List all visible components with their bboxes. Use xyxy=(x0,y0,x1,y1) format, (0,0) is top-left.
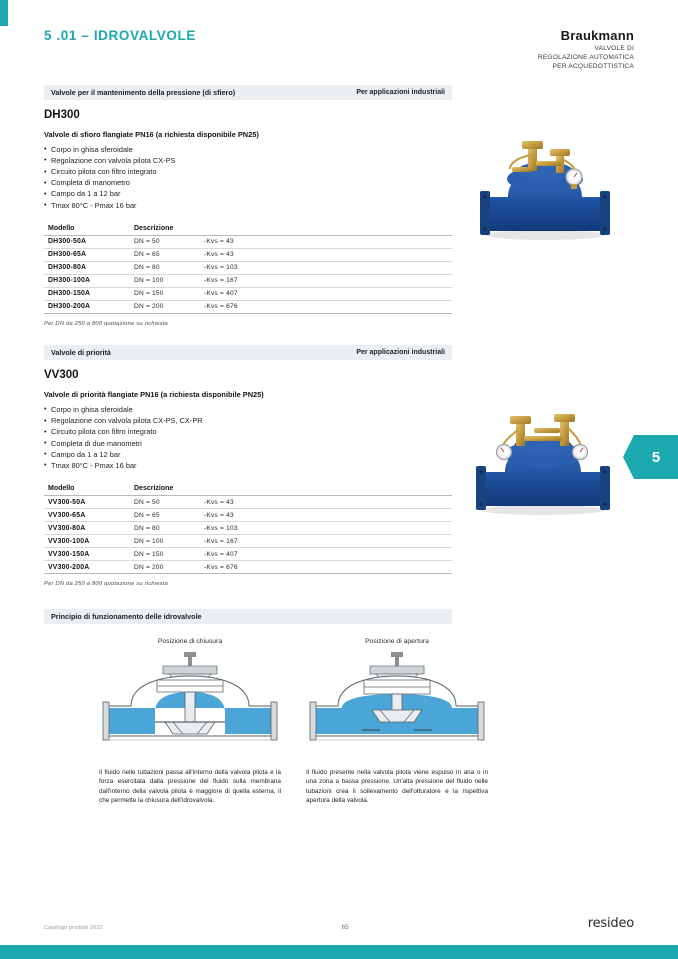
valve-cross-section-open xyxy=(306,650,488,760)
column-header-kvs xyxy=(200,483,452,496)
section-bar-label: Valvole per il mantenimento della pressione (di sfiero) xyxy=(51,87,236,97)
cell-dn: DN = 80 xyxy=(130,522,200,535)
cell-kvs: -Kvs = 676 xyxy=(200,300,452,313)
cell-kvs: -Kvs = 43 xyxy=(200,496,452,509)
cell-kvs: -Kvs = 103 xyxy=(200,522,452,535)
table-row xyxy=(44,287,452,300)
table-row xyxy=(44,509,452,522)
diagram-description: Il fluido presente nella valvola pilota viene espulso in aria o in una zona a bassa pressione. Un'alta pressione del fluido nelle tubazioni crea il sollevamento dell'otturatore e la rispettiva apertura della valvola. xyxy=(306,769,488,804)
cell-dn: DN = 200 xyxy=(130,300,200,313)
list-item: • Corpo in ghisa sferoidale xyxy=(44,404,634,415)
model-table-dh300 xyxy=(44,223,452,314)
cell-kvs: -Kvs = 43 xyxy=(200,235,452,248)
table-note-vv300: Per DN da 250 a 800 quotazione su richiesta xyxy=(44,581,168,588)
cell-model: VV300-50A xyxy=(44,496,130,509)
cell-kvs: -Kvs = 43 xyxy=(200,509,452,522)
brand-subtitle-line-3: PER ACQUEDOTTISTICA xyxy=(552,62,634,70)
column-header-descrizione: Descrizione xyxy=(130,483,200,496)
cell-kvs: -Kvs = 103 xyxy=(200,261,452,274)
diagram-description: Il fluido nelle tubazioni passa all'interno della valvola pilota e la forza esercitata dalla pressione del fluido sulla membrana dall'interno della valvola pilota è maggiore di quella esterna, il che permette la chiusura dell'idrovalvola. xyxy=(99,769,281,804)
table-row xyxy=(44,248,452,261)
valve-cross-section-closed xyxy=(99,650,281,760)
cell-model: VV300-65A xyxy=(44,509,130,522)
list-item: • Circuito pilota con filtro integrato xyxy=(44,166,634,177)
cell-dn: DN = 50 xyxy=(130,235,200,248)
section-bar-vv300 xyxy=(44,345,452,360)
product-code-dh300: DH300 xyxy=(44,108,80,121)
table-row xyxy=(44,522,452,535)
product-description-dh300: Valvole di sfioro flangiate PN16 (a richiesta disponibile PN25) xyxy=(44,129,259,139)
chapter-tab-number: 5 xyxy=(651,448,661,466)
cell-model: DH300-65A xyxy=(44,248,130,261)
column-header-modello: Modello xyxy=(44,223,130,236)
model-table-vv300 xyxy=(44,483,452,574)
section-bar-label: Principio di funzionamento delle idrovalvole xyxy=(51,612,202,622)
principle-diagrams xyxy=(99,638,634,805)
diagram-caption: Posizione di chiusura xyxy=(157,638,223,646)
cell-dn: DN = 65 xyxy=(130,509,200,522)
cell-model: VV300-100A xyxy=(44,535,130,548)
cell-dn: DN = 65 xyxy=(130,248,200,261)
section-bar-label: Valvole di priorità xyxy=(51,347,111,357)
cell-model: DH300-100A xyxy=(44,274,130,287)
cell-dn: DN = 80 xyxy=(130,261,200,274)
diagram-open-position xyxy=(306,638,488,805)
table-row xyxy=(44,535,452,548)
diagram-closed-position xyxy=(99,638,281,805)
cell-model: DH300-150A xyxy=(44,287,130,300)
list-item: • Campo da 1 a 12 bar xyxy=(44,188,634,199)
brand-subtitle-line-2: REGOLAZIONE AUTOMATICA xyxy=(537,53,634,61)
list-item: • Tmax 80°C - Pmax 16 bar xyxy=(44,460,634,471)
brand-block xyxy=(538,28,634,72)
page-footer xyxy=(44,916,634,931)
section-bar-application: Per applicazioni industriali xyxy=(356,348,445,356)
table-row xyxy=(44,300,452,313)
footer-catalog-label: Catalogo prodotti 2022 xyxy=(44,925,103,931)
cell-model: DH300-50A xyxy=(44,235,130,248)
list-item: • Tmax 80°C - Pmax 16 bar xyxy=(44,200,634,211)
page-number: 65 xyxy=(341,924,349,931)
page-header xyxy=(44,28,634,72)
table-row xyxy=(44,274,452,287)
cell-dn: DN = 200 xyxy=(130,561,200,574)
diagram-caption: Posizione di apertura xyxy=(365,638,429,646)
page-title: 5 .01 – IDROVALVOLE xyxy=(44,28,196,43)
cell-model: DH300-200A xyxy=(44,300,130,313)
table-header-row xyxy=(44,483,452,496)
product-photo-dh300 xyxy=(470,135,620,253)
cell-dn: DN = 50 xyxy=(130,496,200,509)
cell-model: VV300-80A xyxy=(44,522,130,535)
left-accent-bar xyxy=(0,0,8,26)
section-bar-dh300 xyxy=(44,85,452,100)
list-item: • Corpo in ghisa sferoidale xyxy=(44,144,634,155)
table-row xyxy=(44,261,452,274)
cell-model: VV300-150A xyxy=(44,548,130,561)
product-description-vv300: Valvole di priorità flangiate PN16 (a richiesta disponibile PN25) xyxy=(44,389,264,399)
table-row xyxy=(44,561,452,574)
table-header-row xyxy=(44,223,452,236)
cell-kvs: -Kvs = 676 xyxy=(200,561,452,574)
list-item: • Completa di due manometri xyxy=(44,438,634,449)
list-item: • Regolazione con valvola pilota CX-PS xyxy=(44,155,634,166)
table-row xyxy=(44,235,452,248)
cell-dn: DN = 100 xyxy=(130,535,200,548)
cell-dn: DN = 150 xyxy=(130,287,200,300)
cell-kvs: -Kvs = 407 xyxy=(200,548,452,561)
product-photo-vv300 xyxy=(468,408,618,526)
cell-model: DH300-80A xyxy=(44,261,130,274)
product-code-vv300: VV300 xyxy=(44,368,79,381)
list-item: • Circuito pilota con filtro integrato xyxy=(44,426,634,437)
section-bar-application: Per applicazioni industriali xyxy=(356,88,445,96)
brand-subtitle xyxy=(538,45,634,72)
chapter-tab xyxy=(634,435,678,479)
cell-dn: DN = 100 xyxy=(130,274,200,287)
column-header-descrizione: Descrizione xyxy=(130,223,200,236)
cell-kvs: -Kvs = 43 xyxy=(200,248,452,261)
table-row xyxy=(44,496,452,509)
cell-kvs: -Kvs = 407 xyxy=(200,287,452,300)
column-header-modello: Modello xyxy=(44,483,130,496)
cell-kvs: -Kvs = 167 xyxy=(200,535,452,548)
cell-dn: DN = 150 xyxy=(130,548,200,561)
table-note-dh300: Per DN da 250 a 800 quotazione su richiesta xyxy=(44,320,168,327)
cell-model: VV300-200A xyxy=(44,561,130,574)
table-row xyxy=(44,548,452,561)
bottom-accent-band xyxy=(0,945,678,959)
list-item: • Completa di manometro xyxy=(44,177,634,188)
section-bar-principle xyxy=(44,609,452,624)
resideo-logo: resideo xyxy=(587,916,634,931)
list-item: • Campo da 1 a 12 bar xyxy=(44,449,634,460)
list-item: • Regolazione con valvola pilota CX-PS, CX-PR xyxy=(44,415,634,426)
cell-kvs: -Kvs = 167 xyxy=(200,274,452,287)
brand-name: Braukmann xyxy=(560,28,634,43)
brand-subtitle-line-1: VALVOLE DI xyxy=(594,45,634,52)
column-header-kvs xyxy=(200,223,452,236)
